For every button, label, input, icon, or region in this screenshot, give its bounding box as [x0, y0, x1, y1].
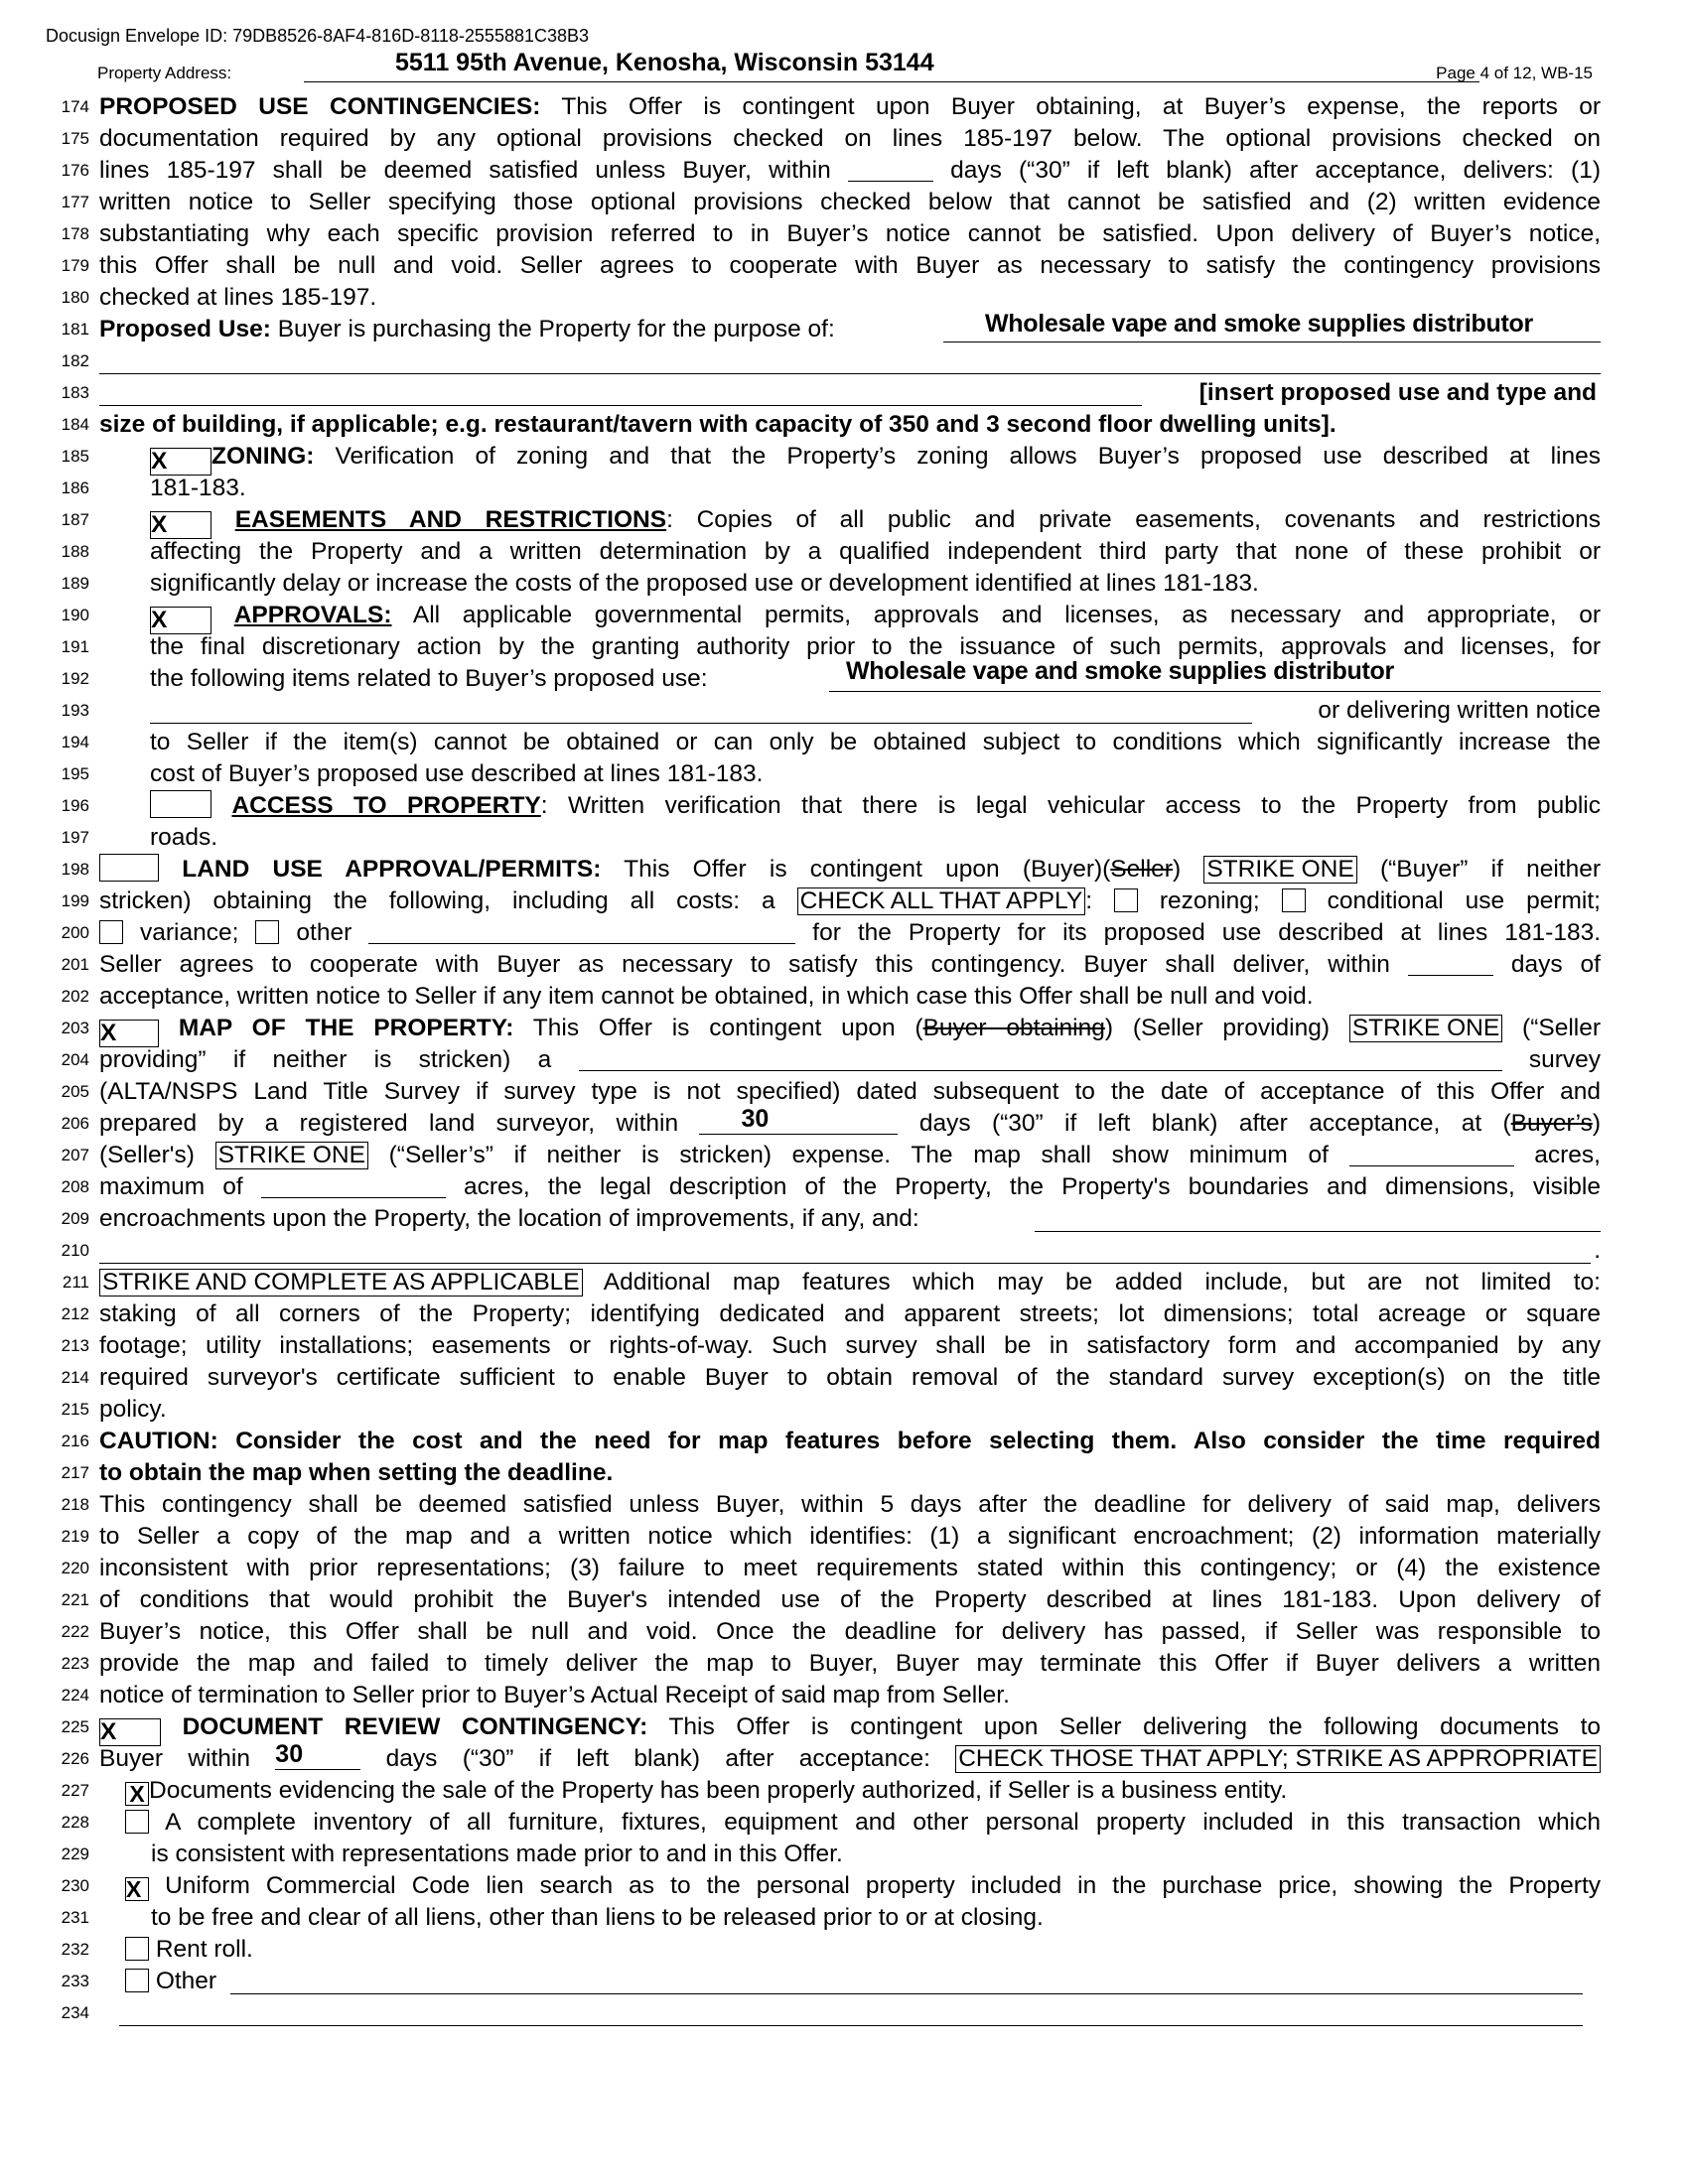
- text: A complete inventory of all furniture, fixtures, equipment and other personal property included in this transaction which: [165, 1809, 1601, 1836]
- doc-review-days-field[interactable]: [275, 1740, 360, 1770]
- proposed-use-value: Wholesale vape and smoke supplies distributor: [985, 310, 1533, 338]
- line-number: 232: [61, 1940, 89, 1959]
- line-number: 194: [61, 733, 89, 751]
- line-number: 182: [61, 351, 89, 370]
- easements-heading: EASEMENTS AND RESTRICTIONS: [234, 506, 667, 533]
- map-heading: MAP OF THE PROPERTY:: [178, 1015, 514, 1041]
- line-number: 220: [61, 1559, 89, 1577]
- line-number: 228: [61, 1813, 89, 1832]
- line-number: 191: [61, 637, 89, 656]
- other-permit-field[interactable]: [368, 917, 795, 944]
- text: days of: [1510, 951, 1601, 978]
- text: days (“30” if left blank) after acceptance:: [385, 1745, 956, 1772]
- text: to be free and clear of all liens, other than liens to be released prior to or at closing.: [151, 1904, 1044, 1931]
- text: : Copies of all public and private easements, covenants and restrictions: [666, 506, 1602, 533]
- line-number: 206: [61, 1114, 89, 1133]
- text: (“Seller: [1502, 1015, 1601, 1041]
- text: This Offer is contingent upon Seller delivering the following documents to: [647, 1713, 1601, 1740]
- line-number: 222: [61, 1622, 89, 1641]
- stricken-text: Seller: [1110, 856, 1173, 883]
- line-number: 203: [61, 1019, 89, 1037]
- approvals-items-field[interactable]: [829, 691, 1601, 692]
- line-number: 200: [61, 923, 89, 942]
- minimum-acres-field[interactable]: [1349, 1140, 1514, 1166]
- text: Verification of zoning and that the Property’s zoning allows Buyer’s proposed use described at lines: [314, 443, 1601, 470]
- text: Seller agrees to cooperate with Buyer as necessary to satisfy this contingency. Buyer shall deliver, within: [99, 951, 1390, 978]
- line-number: 210: [61, 1241, 89, 1260]
- other-permit-checkbox[interactable]: [255, 920, 279, 944]
- stricken-text: Buyer’s: [1510, 1110, 1593, 1137]
- ucc-checkbox[interactable]: X: [125, 1877, 149, 1901]
- line-number: 179: [61, 256, 89, 275]
- line-number: 196: [61, 796, 89, 815]
- line-number: 225: [61, 1717, 89, 1736]
- text: Documents evidencing the sale of the Property has been properly authorized, if Seller is a business entity.: [149, 1777, 1288, 1804]
- line-number: 211: [62, 1273, 89, 1292]
- section-heading: PROPOSED USE CONTINGENCIES:: [99, 93, 541, 120]
- strike-one-box: STRIKE ONE: [1349, 1015, 1502, 1042]
- line-number: 174: [61, 97, 89, 116]
- other-document-checkbox[interactable]: [125, 1969, 149, 1992]
- text: This contingency shall be deemed satisfied unless Buyer, within 5 days after the deadline for delivery of said map, delivers: [99, 1491, 1601, 1518]
- zoning-heading: ZONING:: [211, 443, 315, 470]
- instruction-text: size of building, if applicable; e.g. restaurant/tavern with capacity of 350 and 3 second floor dwelling units].: [99, 411, 1336, 438]
- line-number: 187: [61, 510, 89, 529]
- text: ) (Seller providing): [1104, 1015, 1349, 1041]
- line-number: 189: [61, 574, 89, 593]
- approvals-checkbox[interactable]: X: [150, 607, 211, 634]
- land-use-days-field[interactable]: [1408, 949, 1493, 976]
- strike-one-box: STRIKE ONE: [1203, 856, 1356, 884]
- text: All applicable governmental permits, approvals and licenses, as necessary and appropriate, or: [391, 602, 1601, 628]
- doc-authorized-checkbox[interactable]: X: [125, 1782, 149, 1806]
- strike-and-complete-box: STRIKE AND COMPLETE AS APPLICABLE: [99, 1269, 583, 1297]
- text: stricken) obtaining the following, including all costs: a: [99, 887, 797, 914]
- map-features-field[interactable]: [1035, 1231, 1601, 1232]
- line-number: 214: [61, 1368, 89, 1387]
- text: inconsistent with prior representations; (3) failure to meet requirements stated within this contingency; or (4) the existence: [99, 1555, 1601, 1581]
- line-number: 195: [61, 764, 89, 783]
- line-number: 227: [61, 1781, 89, 1800]
- line-number: 209: [61, 1209, 89, 1228]
- text: to Seller a copy of the map and a written notice which identifies: (1) a significant encroachment; (2) information materially: [99, 1523, 1601, 1550]
- text: ): [1172, 856, 1204, 883]
- text: substantiating why each specific provision referred to in Buyer’s notice cannot be satisfied. Upon delivery of Buyer’s notice,: [99, 220, 1601, 247]
- line-number: 184: [61, 415, 89, 434]
- text: lines 185-197 shall be deemed satisfied unless Buyer, within: [99, 157, 831, 184]
- line-number: 183: [61, 383, 89, 402]
- text: This Offer is contingent upon (Buyer)(: [601, 856, 1111, 883]
- line-number: 198: [61, 860, 89, 879]
- map-checkbox[interactable]: X: [99, 1020, 159, 1047]
- line-number: 178: [61, 224, 89, 243]
- approvals-items-field-line2[interactable]: [150, 723, 1252, 724]
- survey-type-field[interactable]: [579, 1044, 1502, 1071]
- text: Buyer’s notice, this Offer shall be null and void. Once the deadline for delivery has passed, if Seller was responsible to: [99, 1618, 1601, 1645]
- line-number: 230: [61, 1876, 89, 1895]
- property-address-field[interactable]: [304, 49, 1479, 82]
- text: 181-183.: [150, 475, 246, 501]
- text: or delivering written notice: [1318, 697, 1601, 724]
- text: maximum of: [99, 1173, 243, 1200]
- text: Buyer within: [99, 1745, 250, 1772]
- line-number: 223: [61, 1654, 89, 1673]
- survey-days-field[interactable]: [699, 1105, 898, 1135]
- check-strike-box: CHECK THOSE THAT APPLY; STRIKE AS APPROPRIATE: [955, 1745, 1601, 1773]
- text: roads.: [150, 824, 218, 851]
- stricken-text: Buyer obtaining: [922, 1015, 1105, 1041]
- text: : Written verification that there is legal vehicular access to the Property from public: [540, 792, 1601, 819]
- text: checked at lines 185-197.: [99, 284, 377, 311]
- text: documentation required by any optional provisions checked on lines 185-197 below. The optional provisions checked on: [99, 125, 1601, 152]
- access-heading: ACCESS TO PROPERTY: [231, 792, 541, 819]
- maximum-acres-field[interactable]: [261, 1171, 446, 1198]
- variance-checkbox[interactable]: [99, 920, 123, 944]
- text: variance;: [123, 919, 239, 946]
- contingency-days-field[interactable]: [848, 155, 933, 182]
- approvals-items-value: Wholesale vape and smoke supplies distributor: [846, 657, 1394, 685]
- page-header: [97, 49, 1597, 87]
- text: the following items related to Buyer’s proposed use:: [150, 665, 708, 692]
- line-number: 204: [61, 1050, 89, 1069]
- line-number: 197: [61, 828, 89, 847]
- text: written notice to Seller specifying those optional provisions checked below that cannot be satisfied and (2) written evidence: [99, 189, 1601, 215]
- zoning-checkbox[interactable]: X: [150, 448, 211, 476]
- map-features-field-line2[interactable]: [99, 1263, 1591, 1264]
- line-number: 231: [61, 1908, 89, 1927]
- line-number: 176: [61, 161, 89, 180]
- text: Buyer is purchasing the Property for the purpose of:: [270, 316, 835, 342]
- text: is consistent with representations made prior to and in this Offer.: [151, 1841, 843, 1867]
- line-number: 185: [61, 447, 89, 466]
- line-number: 175: [61, 129, 89, 148]
- line-number: 215: [61, 1400, 89, 1419]
- text: rezoning;: [1137, 887, 1260, 914]
- doc-review-checkbox[interactable]: X: [99, 1718, 161, 1746]
- text: Additional map features which may be added include, but are not limited to:: [582, 1269, 1601, 1296]
- text: other: [279, 919, 352, 946]
- text: (“Buyer” if neither: [1356, 856, 1602, 883]
- text: days (“30” if left blank) after acceptance, delivers: (1): [950, 157, 1601, 184]
- proposed-use-field[interactable]: [943, 341, 1601, 342]
- line-number: 186: [61, 478, 89, 497]
- text: the final discretionary action by the granting authority prior to the issuance of such permits, approvals and licenses, for: [150, 633, 1601, 660]
- property-address-value: 5511 95th Avenue, Kenosha, Wisconsin 53144: [395, 49, 934, 76]
- other-document-field[interactable]: [230, 1993, 1583, 1994]
- easements-checkbox[interactable]: X: [150, 511, 211, 539]
- line-number: 193: [61, 701, 89, 720]
- page-number: Page 4 of 12, WB-15: [1436, 64, 1593, 82]
- proposed-use-field-line3[interactable]: [99, 405, 1142, 406]
- line-number: 226: [61, 1749, 89, 1768]
- text: providing” if neither is stricken) a: [99, 1046, 552, 1073]
- text: Rent roll.: [155, 1936, 253, 1963]
- text: cost of Buyer’s proposed use described at lines 181-183.: [150, 760, 764, 787]
- doc-review-days-value: 30: [275, 1740, 304, 1768]
- text: (ALTA/NSPS Land Title Survey if survey type is not specified) dated subsequent to the date of acceptance of this Offer and: [99, 1078, 1601, 1105]
- text: Other: [155, 1968, 217, 1994]
- text: days (“30” if left blank) after acceptance, at (: [918, 1110, 1511, 1137]
- text: staking of all corners of the Property; identifying dedicated and apparent streets; lot dimensions; total acreage or square: [99, 1300, 1601, 1327]
- property-address-label: Property Address:: [97, 64, 232, 82]
- line-number: 199: [61, 891, 89, 910]
- land-use-checkbox[interactable]: [99, 854, 159, 882]
- line-number: 213: [61, 1336, 89, 1355]
- rezoning-checkbox[interactable]: [1114, 888, 1138, 912]
- text: prepared by a registered land surveyor, within: [99, 1110, 679, 1137]
- text: This Offer is contingent upon (: [513, 1015, 923, 1041]
- inventory-checkbox[interactable]: [125, 1810, 149, 1834]
- line-number: 180: [61, 288, 89, 307]
- text: acres,: [1534, 1142, 1601, 1168]
- text: encroachments upon the Property, the location of improvements, if any, and:: [99, 1205, 919, 1232]
- line-number: 234: [61, 2003, 89, 2022]
- line-number: 192: [61, 669, 89, 688]
- text: of conditions that would prohibit the Buyer's intended use of the Property described at lines 181-183. Upon delivery of: [99, 1586, 1601, 1613]
- strike-one-box: STRIKE ONE: [215, 1142, 368, 1169]
- access-checkbox[interactable]: [150, 790, 211, 818]
- section-heading: Proposed Use:: [99, 316, 271, 342]
- text: required surveyor's certificate sufficient to enable Buyer to obtain removal of the standard survey exception(s) on the title: [99, 1364, 1601, 1391]
- text: acceptance, written notice to Seller if any item cannot be obtained, in which case this Offer shall be null and void.: [99, 983, 1314, 1010]
- proposed-use-field-line2[interactable]: [99, 373, 1601, 374]
- line-number: 190: [61, 606, 89, 624]
- survey-days-value: 30: [741, 1105, 770, 1133]
- text: notice of termination to Seller prior to Buyer’s Actual Receipt of said map from Seller.: [99, 1682, 1010, 1708]
- text: for the Property for its proposed use described at lines 181-183.: [812, 919, 1601, 946]
- line-number: 208: [61, 1177, 89, 1196]
- line-number: 188: [61, 542, 89, 561]
- line-number: 181: [61, 320, 89, 339]
- caution-text: CAUTION: Consider the cost and the need for map features before selecting them. Also consider the time required: [99, 1428, 1601, 1454]
- doc-review-heading: DOCUMENT REVIEW CONTINGENCY:: [182, 1713, 648, 1740]
- text: Uniform Commercial Code lien search as to the personal property included in the purchase price, showing the Property: [165, 1872, 1602, 1899]
- approvals-heading: APPROVALS:: [233, 602, 392, 628]
- line-number: 205: [61, 1082, 89, 1101]
- line-number: 201: [61, 955, 89, 974]
- text: (Seller's): [99, 1142, 215, 1168]
- line-number: 229: [61, 1844, 89, 1863]
- form-body: [40, 91, 1601, 2029]
- text: This Offer is contingent upon Buyer obtaining, at Buyer’s expense, the reports or: [540, 93, 1601, 120]
- line-number: 207: [61, 1146, 89, 1164]
- text: (“Seller’s” if neither is stricken) expense. The map shall show minimum of: [367, 1142, 1329, 1168]
- line-number: 217: [61, 1463, 89, 1482]
- envelope-id: Docusign Envelope ID: 79DB8526-8AF4-816D-8118-2555881C38B3: [46, 26, 590, 46]
- line-number: 221: [61, 1590, 89, 1609]
- line-number: 177: [61, 193, 89, 211]
- text: footage; utility installations; easements or rights-of-way. Such survey shall be in satisfactory form and accompanied by any: [99, 1332, 1601, 1359]
- conditional-use-checkbox[interactable]: [1282, 888, 1306, 912]
- text: ): [1592, 1110, 1602, 1137]
- text: survey: [1528, 1046, 1601, 1073]
- line-number: 224: [61, 1686, 89, 1705]
- rent-roll-checkbox[interactable]: [125, 1937, 149, 1961]
- text: provide the map and failed to timely deliver the map to Buyer, Buyer may terminate this Offer if Buyer delivers a written: [99, 1650, 1601, 1677]
- text: conditional use permit;: [1305, 887, 1601, 914]
- text: :: [1085, 887, 1092, 914]
- check-all-box: CHECK ALL THAT APPLY: [797, 887, 1086, 915]
- instruction-text: [insert proposed use and type and: [1198, 379, 1597, 406]
- land-use-heading: LAND USE APPROVAL/PERMITS:: [182, 856, 602, 883]
- text: significantly delay or increase the costs of the proposed use or development identified at lines 181-183.: [150, 570, 1259, 597]
- text: .: [1594, 1237, 1601, 1264]
- line-number: 216: [61, 1432, 89, 1450]
- line-number: 233: [61, 1972, 89, 1990]
- caution-text: to obtain the map when setting the deadline.: [99, 1459, 614, 1486]
- line-number: 212: [61, 1304, 89, 1323]
- other-document-field-line2[interactable]: [119, 2025, 1583, 2026]
- text: to Seller if the item(s) cannot be obtained or can only be obtained subject to conditions which significantly increase the: [150, 729, 1601, 755]
- line-number: 218: [61, 1495, 89, 1514]
- line-number: 219: [61, 1527, 89, 1546]
- text: acres, the legal description of the Property, the Property's boundaries and dimensions, visible: [463, 1173, 1601, 1200]
- text: this Offer shall be null and void. Seller agrees to cooperate with Buyer as necessary to satisfy the contingency provisions: [99, 252, 1601, 279]
- text: policy.: [99, 1396, 167, 1423]
- line-number: 202: [61, 987, 89, 1006]
- text: affecting the Property and a written determination by a qualified independent third party that none of these prohibit or: [150, 538, 1601, 565]
